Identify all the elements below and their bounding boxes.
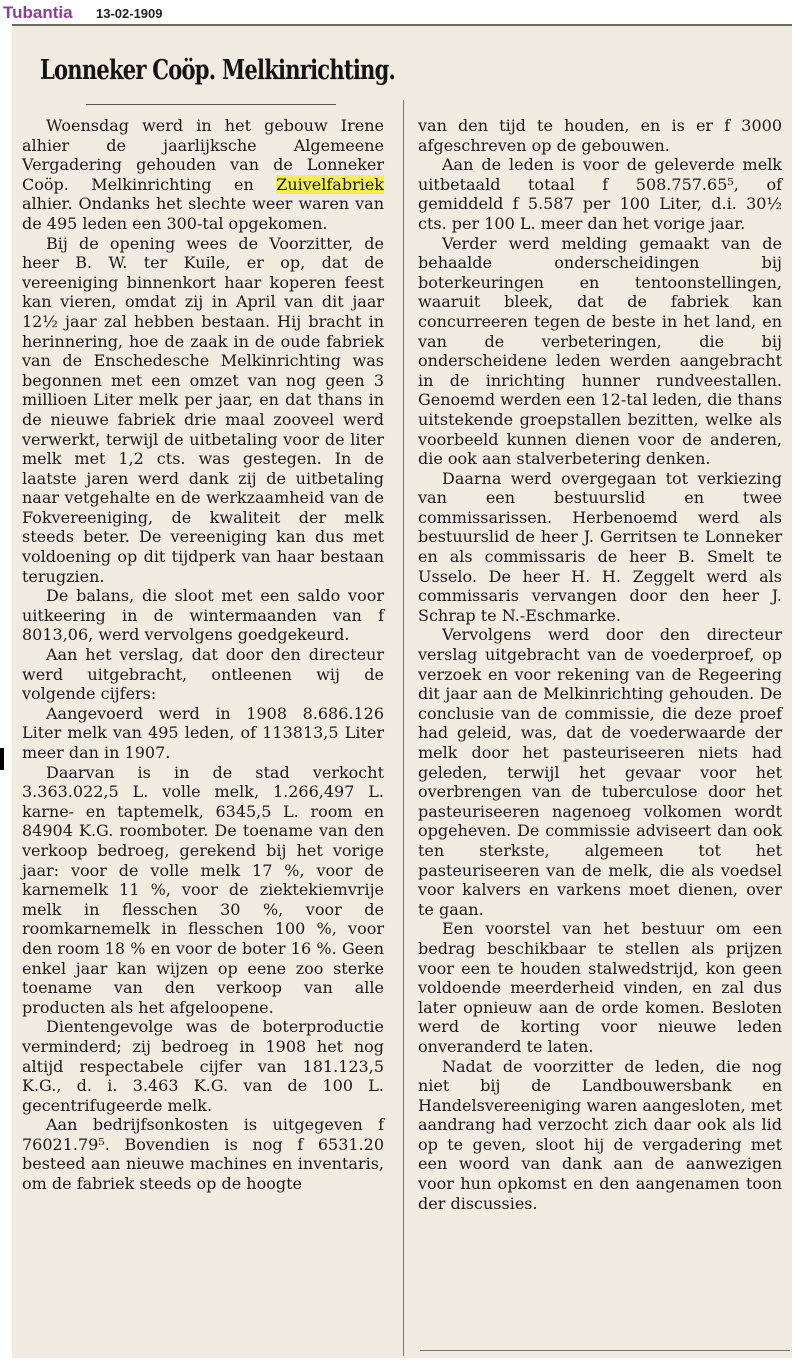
paragraph: De balans, die sloot met een saldo voor uitkeering in de wintermaanden van f 8013,06, werd vervolgens goedgekeurd. [22, 586, 384, 645]
paragraph: Aan de leden is voor de geleverde melk uitbetaald totaal f 508.757.65⁵, of gemiddeld f 5.587 per 100 Liter, d.i. 30½ cts. per 100 L. meer dan het vorige jaar. [418, 155, 782, 233]
scan-mark [0, 748, 4, 770]
paragraph: van den tijd te houden, en is er f 3000 afgeschreven op de gebouwen. [418, 116, 782, 155]
article-column-right [418, 116, 782, 1213]
paragraph: Daarna werd overgegaan tot verkiezing van een bestuurslid en twee commissarissen. Herbenoemd werd als bestuurslid de heer J. Gerritsen te Lonneker en als commissaris de heer B. Smelt te Usselo. De heer H. H. Zeggelt werd als commissaris vervangen door den heer J. Schrap te N.-Eschmarke. [418, 468, 782, 625]
paragraph: Aan het verslag, dat door den directeur werd uitgebracht, ontleenen wij de volgende cijfers: [22, 645, 384, 704]
column-divider [403, 100, 404, 1356]
highlighted-term: Zuivelfabriek [276, 174, 384, 194]
newspaper-clipping [12, 24, 792, 1358]
article-title: Lonneker Coöp. Melkinrichting. [40, 55, 396, 86]
newspaper-brand: Tubantia [3, 3, 73, 22]
end-rule [420, 1350, 790, 1351]
paragraph: Woensdag werd in het gebouw Irene alhier de jaarlijksche Algemeene Vergadering gehouden van de Lonneker Coöp. Melkinrichting en Zuivelfabriek alhier. Ondanks het slechte weer waren van de 495 leden een 300-tal opgekomen. [22, 116, 384, 233]
publication-date: 13-02-1909 [96, 6, 163, 21]
paragraph: Daarvan is in de stad verkocht 3.363.022,5 L. volle melk, 1.266,497 L. karne- en taptemelk, 6345,5 L. room en 84904 K.G. roomboter. De toename van den verkoop bedroeg, gerekend bij het vorige jaar: voor de volle melk 17 %, voor de karnemelk 11 %, voor de ziektekiemvrije melk in flesschen 30 %, voor de roomkarnemelk in flesschen 100 %, voor den room 18 % en voor de boter 16 %. Geen enkel jaar kan wijzen op eene zoo sterke toename van den verkoop van alle producten als het afgeloopene. [22, 762, 384, 1017]
title-underline [86, 104, 336, 105]
paragraph: Vervolgens werd door den directeur verslag uitgebracht van de voederproef, op verzoek en voor rekening van de Regeering dit jaar aan de Melkinrichting gehouden. De conclusie van de commissie, die deze proef had geleid, was, dat de voederwaarde der melk door het pasteuriseeren niets had geleden, terwijl het gevaar voor het overbrengen van de tuberculose door het pasteuriseeren nagenoeg volkomen wordt opgeheven. De commissie adviseert dan ook ten sterkste, algemeen tot het pasteuriseeren van de melk, die als voedsel voor kalvers en varkens moet dienen, over te gaan. [418, 625, 782, 919]
top-border-line [12, 24, 792, 26]
paragraph: Een voorstel van het bestuur om een bedrag beschikbaar te stellen als prijzen voor een te houden stalwedstrijd, kon geen voldoende meerderheid vinden, en zal dus later opnieuw aan de orde komen. Besloten werd de korting voor nieuwe leden onveranderd te laten. [418, 919, 782, 1056]
paragraph: Bij de opening wees de Voorzitter, de heer B. W. ter Kuile, er op, dat de vereeniging binnenkort haar koperen feest kan vieren, omdat zij in April van dit jaar 12½ jaar zal hebben bestaan. Hij bracht in herinnering, hoe de zaak in de oude fabriek van de Enschedesche Melkinrichting was begonnen met een omzet van nog geen 3 millioen Liter melk per jaar, en dat thans in de nieuwe fabriek drie maal zooveel werd verwerkt, terwijl de uitbetaling voor de liter melk met 1,2 cts. was gestegen. In de laatste jaren werd dank zij de uitbetaling naar vetgehalte en de werkzaamheid van de Fokvereeniging, de kwaliteit der melk steeds beter. De vereeniging kan dus met voldoening op dit tijdperk van haar bestaan terugzien. [22, 233, 384, 586]
paragraph: Aangevoerd werd in 1908 8.686.126 Liter melk van 495 leden, of 113813,5 Liter meer dan in 1907. [22, 703, 384, 762]
paragraph: Verder werd melding gemaakt van de behaalde onderscheidingen bij boterkeuringen en tentoonstellingen, waaruit bleek, dat de fabriek kan concurreeren tegen de beste in het land, en van de verbeteringen, die bij onderscheidene leden werden aangebracht in de inrichting hunner rundveestallen. Genoemd werden een 12-tal leden, die thans uitstekende groepstallen bezitten, welke als voorbeeld kunnen dienen voor de anderen, die ook aan stalverbetering denken. [418, 233, 782, 469]
article-column-left [22, 116, 384, 1194]
archive-header [0, 0, 796, 26]
paragraph: Aan bedrijfsonkosten is uitgegeven f 76021.79⁵. Bovendien is nog f 6531.20 besteed aan nieuwe machines en inventaris, om de fabriek steeds op de hoogte [22, 1115, 384, 1194]
paragraph: Dientengevolge was de boterproductie verminderd; zij bedroeg in 1908 het nog altijd respectabele cijfer van 181.123,5 K.G., d. i. 3.463 K.G. van de 100 L. gecentrifugeerde melk. [22, 1017, 384, 1115]
paragraph: Nadat de voorzitter de leden, die nog niet bij de Landbouwersbank en Handelsvereeniging waren aangesloten, met aandrang had verzocht zich daar ook als lid op te geven, sloot hij de vergadering met een woord van dank aan de aanwezigen voor hun opkomst en den aangenamen toon der discussies. [418, 1056, 782, 1213]
